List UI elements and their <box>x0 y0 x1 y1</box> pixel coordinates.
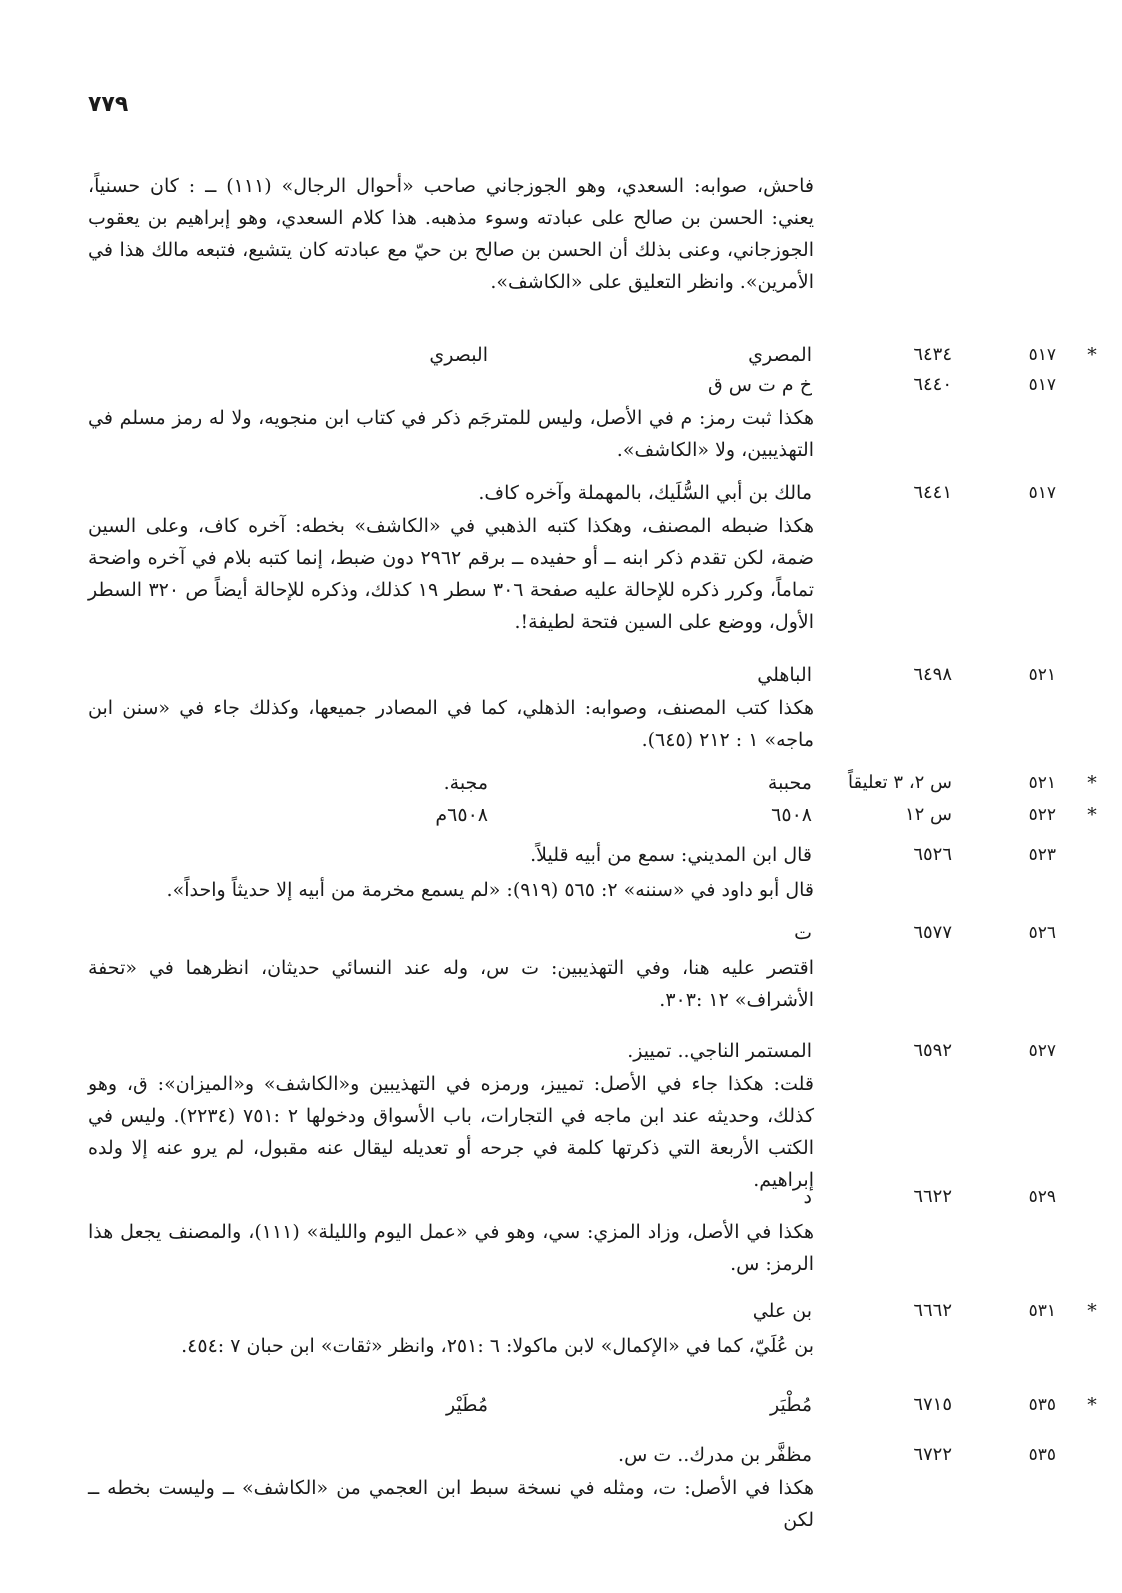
original-text: قال ابن المديني: سمع من أبيه قليلاً. <box>530 844 812 866</box>
original-text: الباهلي <box>757 664 812 686</box>
page-ref: ٥٢٣ <box>1028 845 1056 865</box>
commentary-paragraph: هكذا ثبت رمز: م في الأصل، وليس للمترجَم ذكر في كتاب ابن منجويه، ولا له رمز مسلم في التهذيبين، ولا «الكاشف». <box>88 407 814 461</box>
original-text: محببة <box>767 772 812 794</box>
commentary-paragraph: هكذا ضبطه المصنف، وهكذا كتبه الذهبي في «الكاشف» بخطه: آخره كاف، وعلى السين ضمة، لكن تقدم ذكر ابنه ــ أو حفيده ــ برقم ٢٩٦٢ دون ضبط، إنما كتبه بلام في آخره واضحة تماماً، وكرر ذكره للإحالة عليه صفحة ٣٠٦ سطر ١٩ كذلك، وذكره للإحالة أيضاً ص ٣٢٠ السطر الأول، ووضع على السين فتحة لطيفة!. <box>88 515 814 633</box>
original-text: المستمر الناجي.. تمييز. <box>627 1040 812 1062</box>
original-text: ت <box>794 922 812 944</box>
asterisk-marker: * <box>1087 772 1097 794</box>
line-ref: ٦٦٦٢ <box>913 1300 952 1321</box>
line-ref: س ١٢ <box>904 804 952 825</box>
page-ref: ٥١٧ <box>1028 345 1056 365</box>
original-text: المصري <box>748 344 812 366</box>
page-ref: ٥٢٢ <box>1028 805 1056 825</box>
asterisk-marker: * <box>1087 1300 1097 1322</box>
page-number: ٧٧٩ <box>88 92 129 117</box>
line-ref: ٦٧٢٢ <box>913 1444 952 1465</box>
page-ref: ٥٢٩ <box>1028 1187 1056 1207</box>
original-text: د <box>803 1186 812 1208</box>
line-ref: ٦٧١٥ <box>913 1394 952 1415</box>
page-ref: ٥٣٥ <box>1028 1445 1056 1465</box>
commentary-paragraph: قال أبو داود في «سننه» ٢: ٥٦٥ (٩١٩): «لم يسمع مخرمة من أبيه إلا حديثاً واحداً». <box>166 879 814 901</box>
correction-row <box>60 1440 1100 1470</box>
original-text: مظفَّر بن مدرك.. ت س. <box>618 1444 812 1466</box>
original-text: خ م ت س ق <box>707 374 812 396</box>
line-ref: ٦٤٤٠ <box>913 374 952 395</box>
correction-row <box>60 370 1100 400</box>
original-text: مُطْيَر <box>770 1394 812 1416</box>
correction-row <box>60 1296 1100 1326</box>
commentary-paragraph: بن عُلَيّ، كما في «الإكمال» لابن ماكولا: ٦ :٢٥١، وانظر «ثقات» ابن حبان ٧ :٤٥٤. <box>181 1335 814 1357</box>
correction-row <box>60 1182 1100 1212</box>
asterisk-marker: * <box>1087 1394 1097 1416</box>
page-ref: ٥٢٦ <box>1028 923 1056 943</box>
asterisk-marker: * <box>1087 344 1097 366</box>
line-ref: ٦٤٤١ <box>913 482 952 503</box>
correction-row <box>60 660 1100 690</box>
original-text: مالك بن أبي السُّلَيك، بالمهملة وآخره كاف. <box>478 482 812 504</box>
page-ref: ٥٣١ <box>1028 1301 1056 1321</box>
line-ref: ٦٥٩٢ <box>913 1040 952 1061</box>
page-ref: ٥١٧ <box>1028 375 1056 395</box>
asterisk-marker: * <box>1087 804 1097 826</box>
line-ref: ٦٤٩٨ <box>913 664 952 685</box>
line-ref: ٦٦٢٢ <box>913 1186 952 1207</box>
page-ref: ٥٢١ <box>1028 665 1056 685</box>
page-ref: ٥٢٧ <box>1028 1041 1056 1061</box>
corrected-text: ٦٥٠٨م <box>435 804 488 826</box>
corrected-text: البصري <box>429 344 488 366</box>
correction-row <box>60 478 1100 508</box>
commentary-paragraph: قلت: هكذا جاء في الأصل: تمييز، ورمزه في التهذيبين و«الكاشف» و«الميزان»: ق، وهو كذلك، وحديثه عند ابن ماجه في التجارات، باب الأسواق ودخولها ٢ :٧٥١ (٢٢٣٤). وليس في الكتب الأربعة التي ذكرتها كلمة في جرحه أو تعديله ليقال عنه مقبول، لم يرو عنه إلا ولده إبراهيم. <box>88 1073 815 1191</box>
line-ref: ٦٥٢٦ <box>913 844 952 865</box>
corrected-text: مُطَيْر <box>446 1394 488 1416</box>
commentary-paragraph: فاحش، صوابه: السعدي، وهو الجوزجاني صاحب «أحوال الرجال» (١١١) ــ : كان حسنياً، يعني: الحسن بن صالح على عبادته وسوء مذهبه. هذا كلام السعدي، وهو إبراهيم بن يعقوب الجوزجاني، وعنى بذلك أن الحسن بن صالح بن حيّ مع عبادته كان يتشيع، فتبعه مالك هذا في الأمرين». وانظر التعليق على «الكاشف». <box>88 175 815 293</box>
correction-row <box>60 918 1100 948</box>
original-text: ٦٥٠٨ <box>771 804 812 826</box>
corrected-text: مجبة. <box>443 772 488 794</box>
page-ref: ٥٢١ <box>1028 773 1056 793</box>
commentary-paragraph: اقتصر عليه هنا، وفي التهذيبين: ت س، وله عند النسائي حديثان، انظرهما في «تحفة الأشراف» ١٢ :٣٠٣. <box>88 957 814 1011</box>
line-ref: س ٢، ٣ تعليقاً <box>848 772 952 793</box>
commentary-paragraph: هكذا كتب المصنف، وصوابه: الذهلي، كما في المصادر جميعها، وكذلك جاء في «سنن ابن ماجه» ١ : ٢١٢ (٦٤٥). <box>88 697 814 751</box>
correction-row <box>60 768 1100 798</box>
correction-row <box>60 800 1100 830</box>
line-ref: ٦٤٣٤ <box>913 344 952 365</box>
correction-row <box>60 340 1100 370</box>
line-ref: ٦٥٧٧ <box>913 922 952 943</box>
page-ref: ٥٣٥ <box>1028 1395 1056 1415</box>
commentary-paragraph: هكذا في الأصل، وزاد المزي: سي، وهو في «عمل اليوم والليلة» (١١١)، والمصنف يجعل هذا الرمز: س. <box>88 1221 814 1275</box>
commentary-paragraph: هكذا في الأصل: ت، ومثله في نسخة سبط ابن العجمي من «الكاشف» ــ وليست بخطه ــ لكن <box>88 1477 814 1531</box>
original-text: بن علي <box>752 1300 812 1322</box>
page-ref: ٥١٧ <box>1028 483 1056 503</box>
correction-row <box>60 1390 1100 1420</box>
correction-row <box>60 1036 1100 1066</box>
correction-row <box>60 840 1100 870</box>
